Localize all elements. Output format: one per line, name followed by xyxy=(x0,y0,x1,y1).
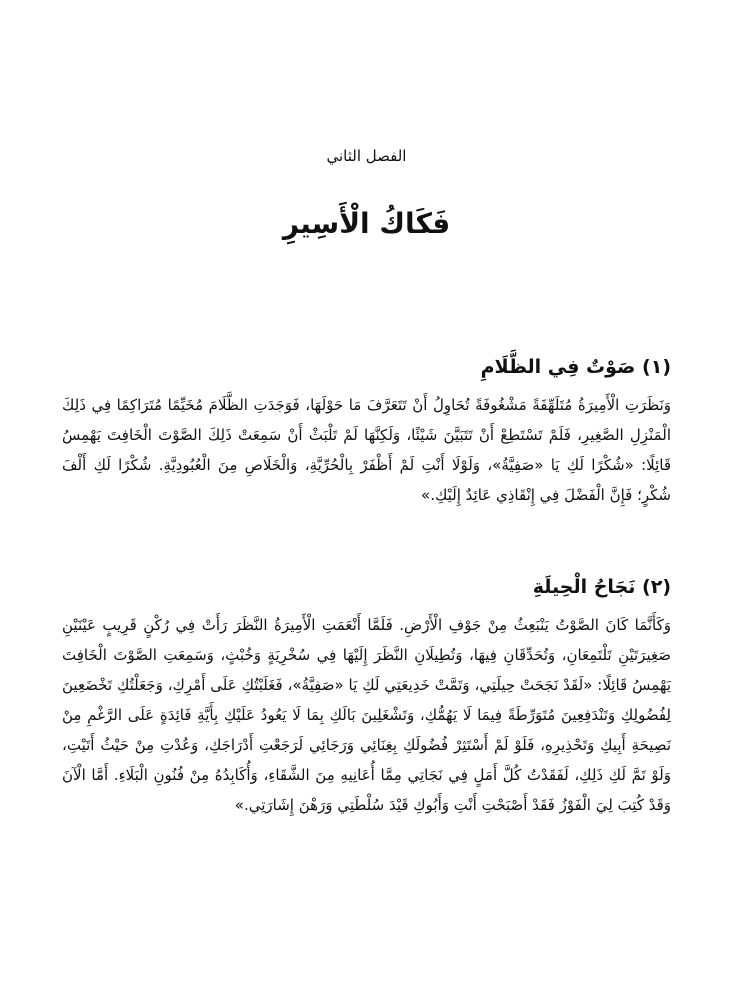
book-page xyxy=(62,0,671,1000)
chapter-title: فَكَاكُ الْأَسِيرِ xyxy=(282,207,451,240)
section-paragraph: وَنَظَرَتِ الْأَمِيرَةُ مُتَلَهِّفَةً مَشْغُوفَةً تُحَاوِلُ أَنْ تَتَعَرَّفَ مَا حَوْلَهَا، فَوَجَدَتِ الظَّلَامَ مُخَيِّمًا مُتَرَاكِمًا فِي ذَلِكَ الْمَنْزِلِ الصَّغِيرِ، فَلَمْ تَسْتَطِعْ أَنْ تَتَبَيَّنَ شَيْئًا، وَلَكِنَّهَا لَمْ تَلْبَثْ أَنْ سَمِعَتْ ذَلِكَ الصَّوْتَ الْخَافِتَ يَهْمِسُ قَائِلًا: «شُكْرًا لَكِ يَا «صَفِيَّةُ»، وَلَوْلَا أَنْتِ لَمْ أَظْفَرْ بِالْحُرِّيَّةِ، وَالْخَلَاصِ مِنَ الْعُبُودِيَّةِ. شُكْرًا لَكِ أَلْفَ شُكْرٍ؛ فَإِنَّ الْفَضْلَ فِي إِنْقَاذِي عَائِدٌ إِلَيْكِ.» xyxy=(62,396,671,504)
section-paragraph: وَكَأَنَّمَا كَانَ الصَّوْتُ يَنْبَعِثُ مِنْ جَوْفِ الْأَرْضِ. فَلَمَّا أَنْعَمَتِ الْأَمِيرَةُ النَّظَرَ رَأَتْ فِي رُكْنٍ قَرِيبٍ عَيْنَيْنِ صَغِيرَتَيْنِ تَلْتَمِعَانِ، وَتُحَدِّقَانِ فِيهَا، وَتُطِيلَانِ النَّظَرَ إِلَيْهَا فِي سُخْرِيَةٍ وَخُبْثٍ، وَسَمِعَتِ الصَّوْتَ الْخَافِتَ يَهْمِسُ قَائِلًا: «لَقَدْ نَجَحَتْ حِيلَتِي، وَتَمَّتْ خَدِيعَتِي لَكِ يَا «صَفِيَّةُ»، فَغَلَبْتُكِ عَلَى أَمْرِكِ، وَجَعَلْتُكِ تَخْضَعِينَ لِفُضُولِكِ وَتَنْدَفِعِينَ مُتَوَرِّطَةً فِيمَا لَا يَهُمُّكِ، وَتَشْغَلِينَ بَالَكِ بِمَا لَا يَعُودُ عَلَيْكِ بِأَيَّةِ فَائِدَةٍ عَلَى الرَّغْمِ مِنْ نَصِيحَةِ أَبِيكِ وَتَحْذِيرِهِ، فَلَوْ لَمْ أَسْتَثِرْ فُضُولَكِ بِغِنَائِي وَرَجَائِي لَرَجَعْتِ أَدْرَاجَكِ، وَعُدْتِ مِنْ حَيْثُ أَتَيْتِ، وَلَوْ تَمَّ لَكِ ذَلِكِ، لَفَقَدْتُ كُلَّ أَمَلٍ فِي نَجَاتِي مِمَّا أُعَانِيهِ مِنَ الشَّقَاءِ، وَأُكَابِدُهُ مِنْ فُنُونِ الْبَلَاءِ. أَمَّا الْآنَ وَقَدْ كُتِبَ لِيَ الْفَوْزُ فَقَدْ أَصْبَحْتِ أَنْتِ وَأَبُوكِ قَيْدَ سُلْطَتِي وَرَهْنَ إِشَارَتِي.» xyxy=(62,616,671,814)
section-2 xyxy=(62,572,671,820)
chapter-label: الفصل الثاني xyxy=(326,147,407,165)
section-heading: (٢) نَجَاحُ الْحِيلَةِ xyxy=(532,576,671,598)
section-heading: (١) صَوْتٌ فِي الظَّلَامِ xyxy=(480,356,671,378)
section-1 xyxy=(62,352,671,510)
